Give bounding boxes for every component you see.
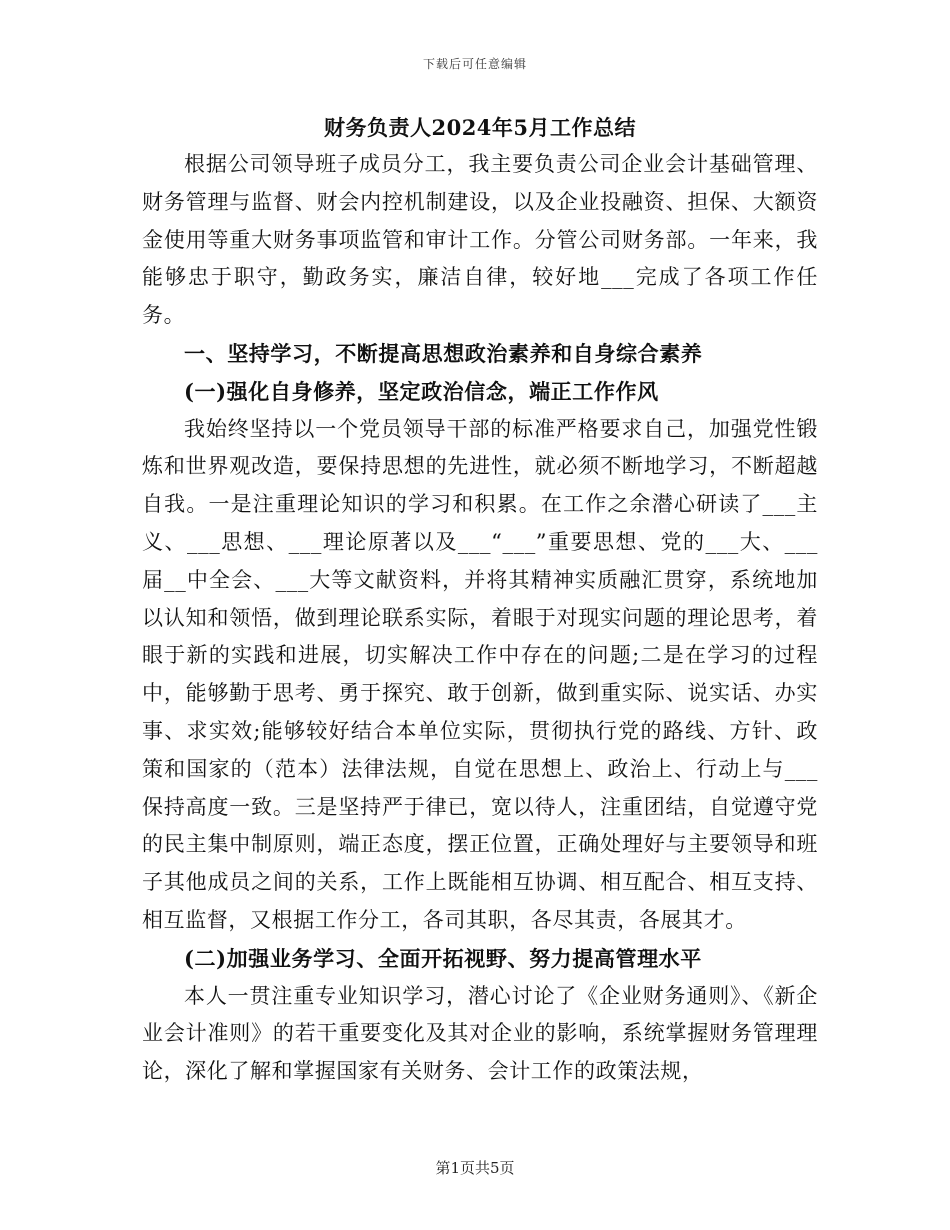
subsection-1-paragraph: 我始终坚持以一个党员领导干部的标准严格要求自己，加强党性锻炼和世界观改造，要保持思想的先进性，就必须不断地学习，不断超越自我。一是注重理论知识的学习和积累。在工作之余潜心研读了___主义、___思想、___理论原著以及___“___”重要思想、党的___大、___届__中全会、___大等文献资料，并将其精神实质融汇贯穿，系统地加以认知和领悟，做到理论联系实际，着眼于对现实问题的理论思考，着眼于新的实践和进展，切实解决工作中存在的问题;二是在学习的过程中，能够勤于思考、勇于探究、敢于创新，做到重实际、说实话、办实事、求实效;能够较好结合本单位实际，贯彻执行党的路线、方针、政策和国家的（范本）法律法规，自觉在思想上、政治上、行动上与___保持高度一致。三是坚持严于律已，宽以待人，注重团结，自觉遵守党的民主集中制原则，端正态度，摆正位置，正确处理好与主要领导和班子其他成员之间的关系，工作上既能相互协调、相互配合、相互支持、相互监督，又根据工作分工，各司其职，各尽其责，各展其才。 bbox=[142, 416, 818, 932]
intro-paragraph: 根据公司领导班子成员分工，我主要负责公司企业会计基础管理、财务管理与监督、财会内控机制建设，以及企业投融资、担保、大额资金使用等重大财务事项监管和审计工作。分管公司财务部。一年来，我能够忠于职守，勤政务实，廉洁自律，较好地___完成了各项工作任务。 bbox=[142, 152, 818, 328]
subsection-1-heading: (一)强化自身修养，坚定政治信念，端正工作作风 bbox=[184, 378, 659, 404]
subsection-2-paragraph: 本人一贯注重专业知识学习，潜心讨论了《企业财务通则》、《新企业会计准则》的若干重要变化及其对企业的影响，系统掌握财务管理理论，深化了解和掌握国家有关财务、会计工作的政策法规， bbox=[142, 983, 818, 1084]
document-body bbox=[142, 110, 818, 1091]
subsection-2-heading: (二)加强业务学习、全面开拓视野、努力提高管理水平 bbox=[184, 945, 702, 971]
document-title: 财务负责人2024年5月工作总结 bbox=[323, 115, 637, 140]
section-1-heading: 一、坚持学习，不断提高思想政治素养和自身综合素养 bbox=[184, 340, 703, 366]
page-header-note: 下载后可任意编辑 bbox=[422, 57, 527, 71]
page-number: 第1页共5页 bbox=[435, 1159, 515, 1177]
